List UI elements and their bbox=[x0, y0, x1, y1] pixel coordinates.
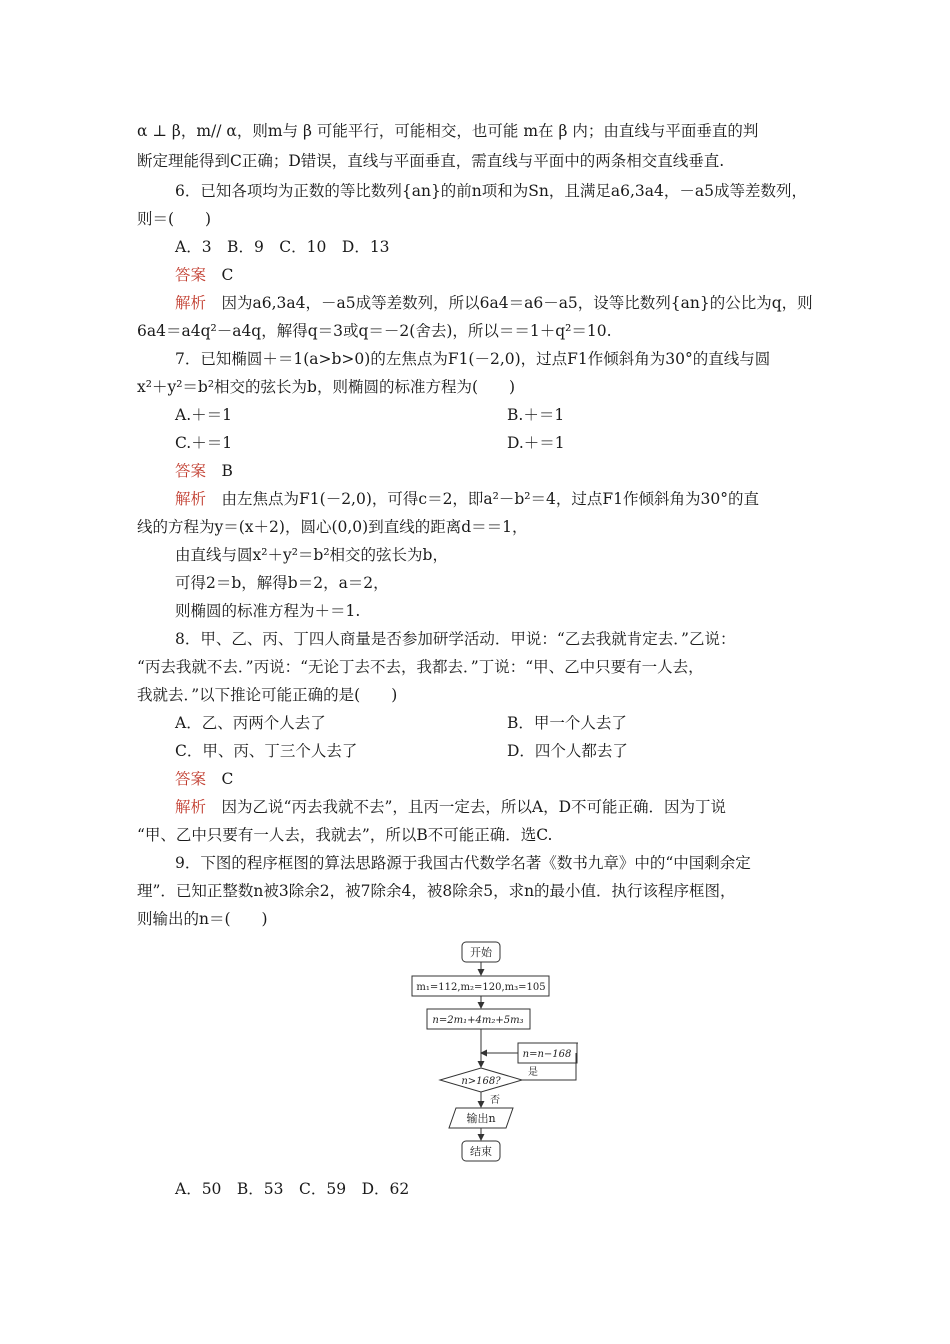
q7-analysis-line-5: 则椭圆的标准方程为＋＝1. bbox=[175, 602, 361, 620]
q7-stem-line-1: 7．已知椭圆＋＝1(a>b>0)的左焦点为F1(－2,0)，过点F1作倾斜角为30°的直线与圆 bbox=[175, 350, 771, 368]
answer-value: C bbox=[221, 770, 234, 788]
q9-options: A．50 B．53 C．59 D．62 bbox=[175, 1180, 410, 1198]
analysis-text: 因为乙说“丙去我就不去”，且丙一定去，所以A，D不可能正确．因为丁说 bbox=[221, 798, 727, 816]
q9-stem-line-3: 则输出的n＝( ) bbox=[137, 910, 268, 928]
q7-option-c: C.＋＝1 bbox=[175, 434, 233, 452]
q6-options: A．3 B．9 C．10 D．13 bbox=[175, 238, 390, 256]
q5-analysis-line-1: α ⊥ β，m// α，则m与 β 可能平行，可能相交，也可能 m在 β 内；由直线与平面垂直的判 bbox=[137, 122, 759, 140]
q8-analysis-line-1 bbox=[175, 796, 726, 818]
q8-stem-line-1: 8．甲、乙、丙、丁四人商量是否参加研学活动．甲说：“乙去我就肯定去．”乙说： bbox=[175, 630, 736, 648]
q8-stem-line-2: “丙去我就不去．”丙说：“无论丁去不去，我都去．”丁说：“甲、乙中只要有一人去， bbox=[137, 658, 704, 676]
flow-init-label: m₁=112,m₂=120,m₃=105 bbox=[416, 982, 546, 993]
q6-stem-line-1: 6．已知各项均为正数的等比数列{an}的前n项和为Sn，且满足a6,3a4，－a5成等差数列， bbox=[175, 182, 807, 200]
q8-option-c: C．甲、丙、丁三个人去了 bbox=[175, 742, 358, 760]
flow-yes-label: 是 bbox=[528, 1067, 538, 1078]
answer-label: 答案 bbox=[175, 462, 207, 480]
flow-start-label: 开始 bbox=[470, 946, 492, 959]
flow-output-label: 输出n bbox=[466, 1112, 496, 1125]
q7-analysis-line-3: 由直线与圆x²＋y²＝b²相交的弦长为b， bbox=[175, 546, 448, 564]
q7-analysis-line-4: 可得2＝b，解得b＝2，a＝2， bbox=[175, 574, 389, 592]
q8-option-d: D．四个人都去了 bbox=[507, 742, 628, 760]
answer-label: 答案 bbox=[175, 770, 207, 788]
q7-analysis-line-2: 线的方程为y＝(x＋2)，圆心(0,0)到直线的距离d＝＝1， bbox=[137, 518, 528, 536]
analysis-label: 解析 bbox=[175, 798, 207, 816]
q7-option-a: A.＋＝1 bbox=[175, 406, 232, 424]
analysis-text: 因为a6,3a4，－a5成等差数列，所以6a4＝a6－a5，设等比数列{an}的公比为q，则 bbox=[221, 294, 813, 312]
q7-option-b: B.＋＝1 bbox=[507, 406, 565, 424]
q8-analysis-line-2: “甲、乙中只要有一人去，我就去”，所以B不可能正确．选C. bbox=[137, 826, 553, 844]
q7-stem-line-2: x²＋y²＝b²相交的弦长为b，则椭圆的标准方程为( ) bbox=[137, 378, 516, 396]
flow-no-label: 否 bbox=[490, 1095, 500, 1106]
q6-answer bbox=[175, 264, 233, 286]
q7-analysis-line-1 bbox=[175, 488, 759, 510]
flowchart bbox=[400, 935, 590, 1170]
flow-end-label: 结束 bbox=[470, 1145, 492, 1158]
q7-option-d: D.＋＝1 bbox=[507, 434, 565, 452]
q8-option-b: B．甲一个人去了 bbox=[507, 714, 627, 732]
q8-option-a: A．乙、丙两个人去了 bbox=[175, 714, 326, 732]
q6-analysis-line-2: 6a4＝a4q²－a4q，解得q＝3或q＝－2(舍去)，所以＝＝1＋q²＝10. bbox=[137, 322, 612, 340]
q9-stem-line-1: 9．下图的程序框图的算法思路源于我国古代数学名著《数书九章》中的“中国剩余定 bbox=[175, 854, 751, 872]
analysis-text: 由左焦点为F1(－2,0)，可得c＝2，即a²－b²＝4，过点F1作倾斜角为30°的直 bbox=[221, 490, 759, 508]
q9-stem-line-2: 理”．已知正整数n被3除余2，被7除余4，被8除余5，求n的最小值．执行该程序框图， bbox=[137, 882, 736, 900]
flow-update-label: n=n−168 bbox=[522, 1049, 572, 1060]
q8-answer bbox=[175, 768, 233, 790]
flow-compute-label: n=2m₁+4m₂+5m₃ bbox=[432, 1015, 524, 1026]
q6-stem-line-2: 则＝( ) bbox=[137, 210, 212, 228]
q6-analysis-line-1 bbox=[175, 292, 813, 314]
q5-analysis-line-2: 断定理能得到C正确；D错误，直线与平面垂直，需直线与平面中的两条相交直线垂直. bbox=[137, 152, 725, 170]
q8-stem-line-3: 我就去．”以下推论可能正确的是( ) bbox=[137, 686, 398, 704]
answer-value: C bbox=[221, 266, 234, 284]
analysis-label: 解析 bbox=[175, 490, 207, 508]
answer-label: 答案 bbox=[175, 266, 207, 284]
flow-decision-label: n>168? bbox=[461, 1076, 501, 1087]
q7-answer bbox=[175, 460, 233, 482]
analysis-label: 解析 bbox=[175, 294, 207, 312]
answer-value: B bbox=[221, 462, 233, 480]
